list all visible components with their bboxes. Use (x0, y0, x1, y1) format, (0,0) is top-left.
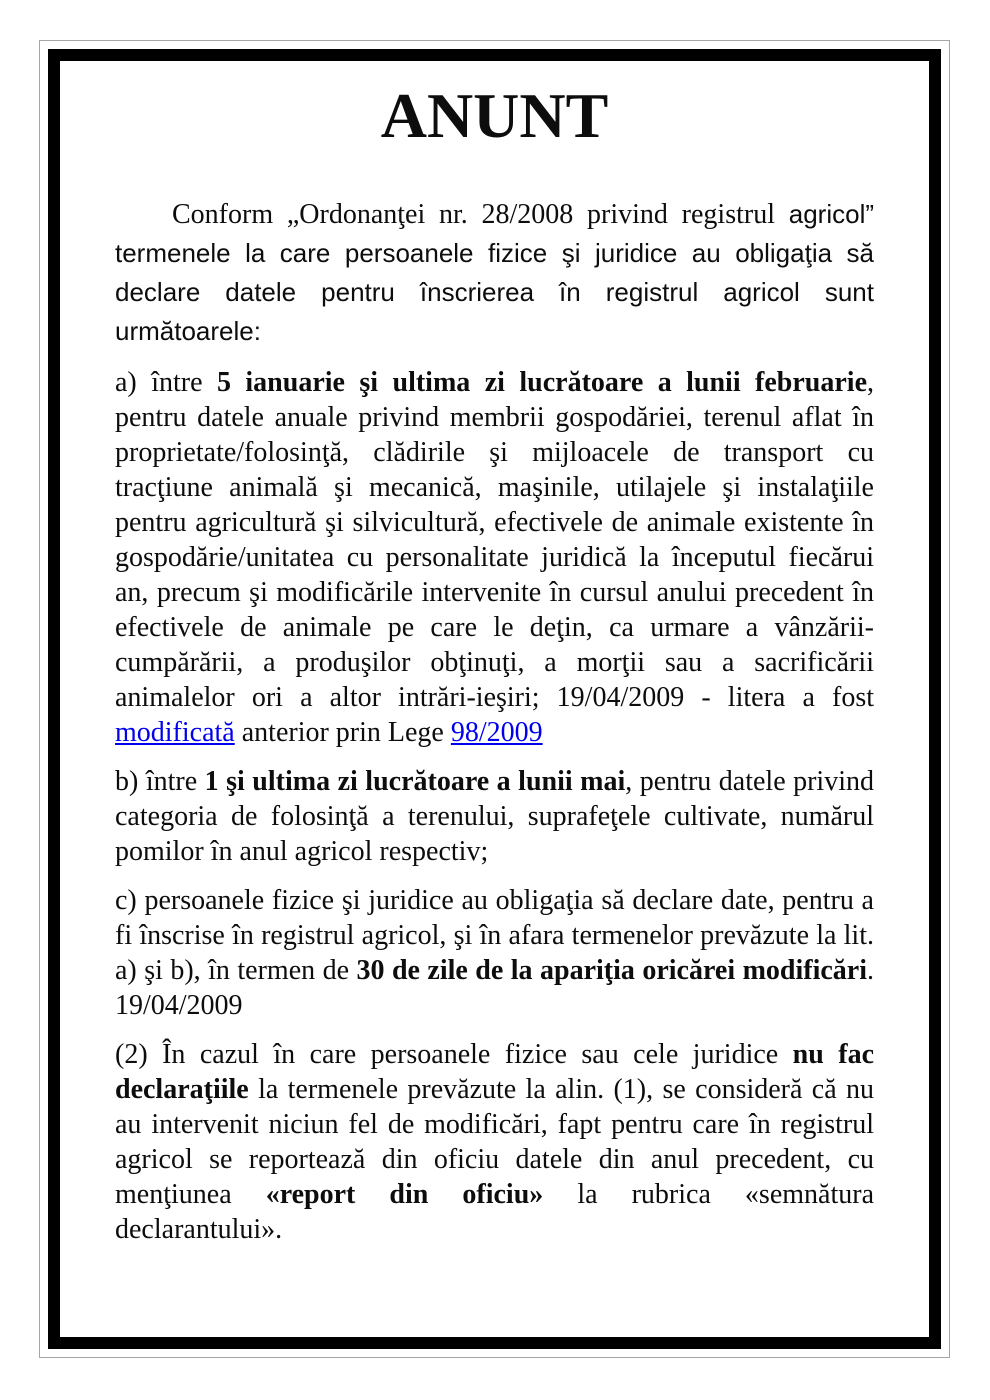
text-run: «report din oficiu» (265, 1179, 544, 1211)
text-run: 1 şi ultima zi lucrătoare a lunii mai (204, 766, 626, 798)
text-run: la termenele prevăzute la alin. (1), se consideră că nu au intervenit niciun fel de modificări, fapt pentru care în registrul agricol se reportează din oficiu datele din anul precedent, cu menţiunea (115, 1074, 874, 1211)
text-run: c) persoanele fizice şi juridice au obligaţia să declare date, pentru a fi înscrise în registrul agricol, şi în afara termenelor prevăzute la lit. a) şi b), în termen de (115, 885, 874, 987)
text-run: . 19/04/2009 (115, 955, 874, 1022)
page-title: ANUNT (380, 80, 609, 151)
text-run: agricol” termenele la care persoanele fizice şi juridice au obligaţia să declare datele pentru înscrierea în registrul agricol sunt următoarele: (115, 199, 874, 347)
link-98-2009[interactable]: 98/2009 (450, 717, 543, 749)
text-run: a) între (115, 367, 217, 399)
black-border-frame (48, 49, 941, 1349)
paragraph-intro (115, 195, 874, 351)
text-run: 5 ianuarie şi ultima zi lucrătoare a lunii februarie (216, 367, 868, 399)
text-run: anterior prin Lege (234, 717, 451, 749)
document-content (60, 61, 929, 1337)
paragraph-item-c (115, 883, 874, 1023)
text-run: , pentru datele anuale privind membrii gospodăriei, terenul aflat în proprietate/folosinţă, clădirile şi mijloacele de transport cu tracţiune animală şi mecanică, maşinile, utilajele şi instalaţiile pentru agricultură şi silvicultură, efectivele de animale existente în gospodărie/unitatea cu personalitate juridică la începutul fiecărui an, precum şi modificările intervenite în cursul anului precedent în efectivele de animale pe care le deţin, ca urmare a vânzării-cumpărării, a produşilor obţinuţi, a morţii sau a sacrificării animalelor ori a altor intrări-ieşiri; 19/04/2009 - litera a fost (115, 367, 875, 714)
paragraph-alin-2 (115, 1037, 874, 1247)
text-run: b) între (115, 766, 205, 798)
paragraph-item-a (115, 365, 874, 750)
outer-thin-border (39, 40, 950, 1358)
link-modificata[interactable]: modificată (115, 717, 235, 749)
text-run: la rubrica «semnătura declarantului». (115, 1179, 874, 1246)
paragraphs-container (115, 195, 874, 1247)
text-run: 30 de zile de la apariţia oricărei modificări (356, 955, 867, 987)
text-run: nu fac declaraţiile (115, 1039, 874, 1106)
paragraph-item-b (115, 764, 874, 869)
text-run: , pentru datele privind categoria de folosinţă a terenului, suprafeţele cultivate, numărul pomilor în anul agricol respectiv; (115, 766, 874, 868)
text-run: (2) În cazul în care persoanele fizice sau cele juridice (115, 1039, 793, 1071)
text-run: Conform „Ordonanţei nr. 28/2008 privind registrul (172, 199, 789, 231)
